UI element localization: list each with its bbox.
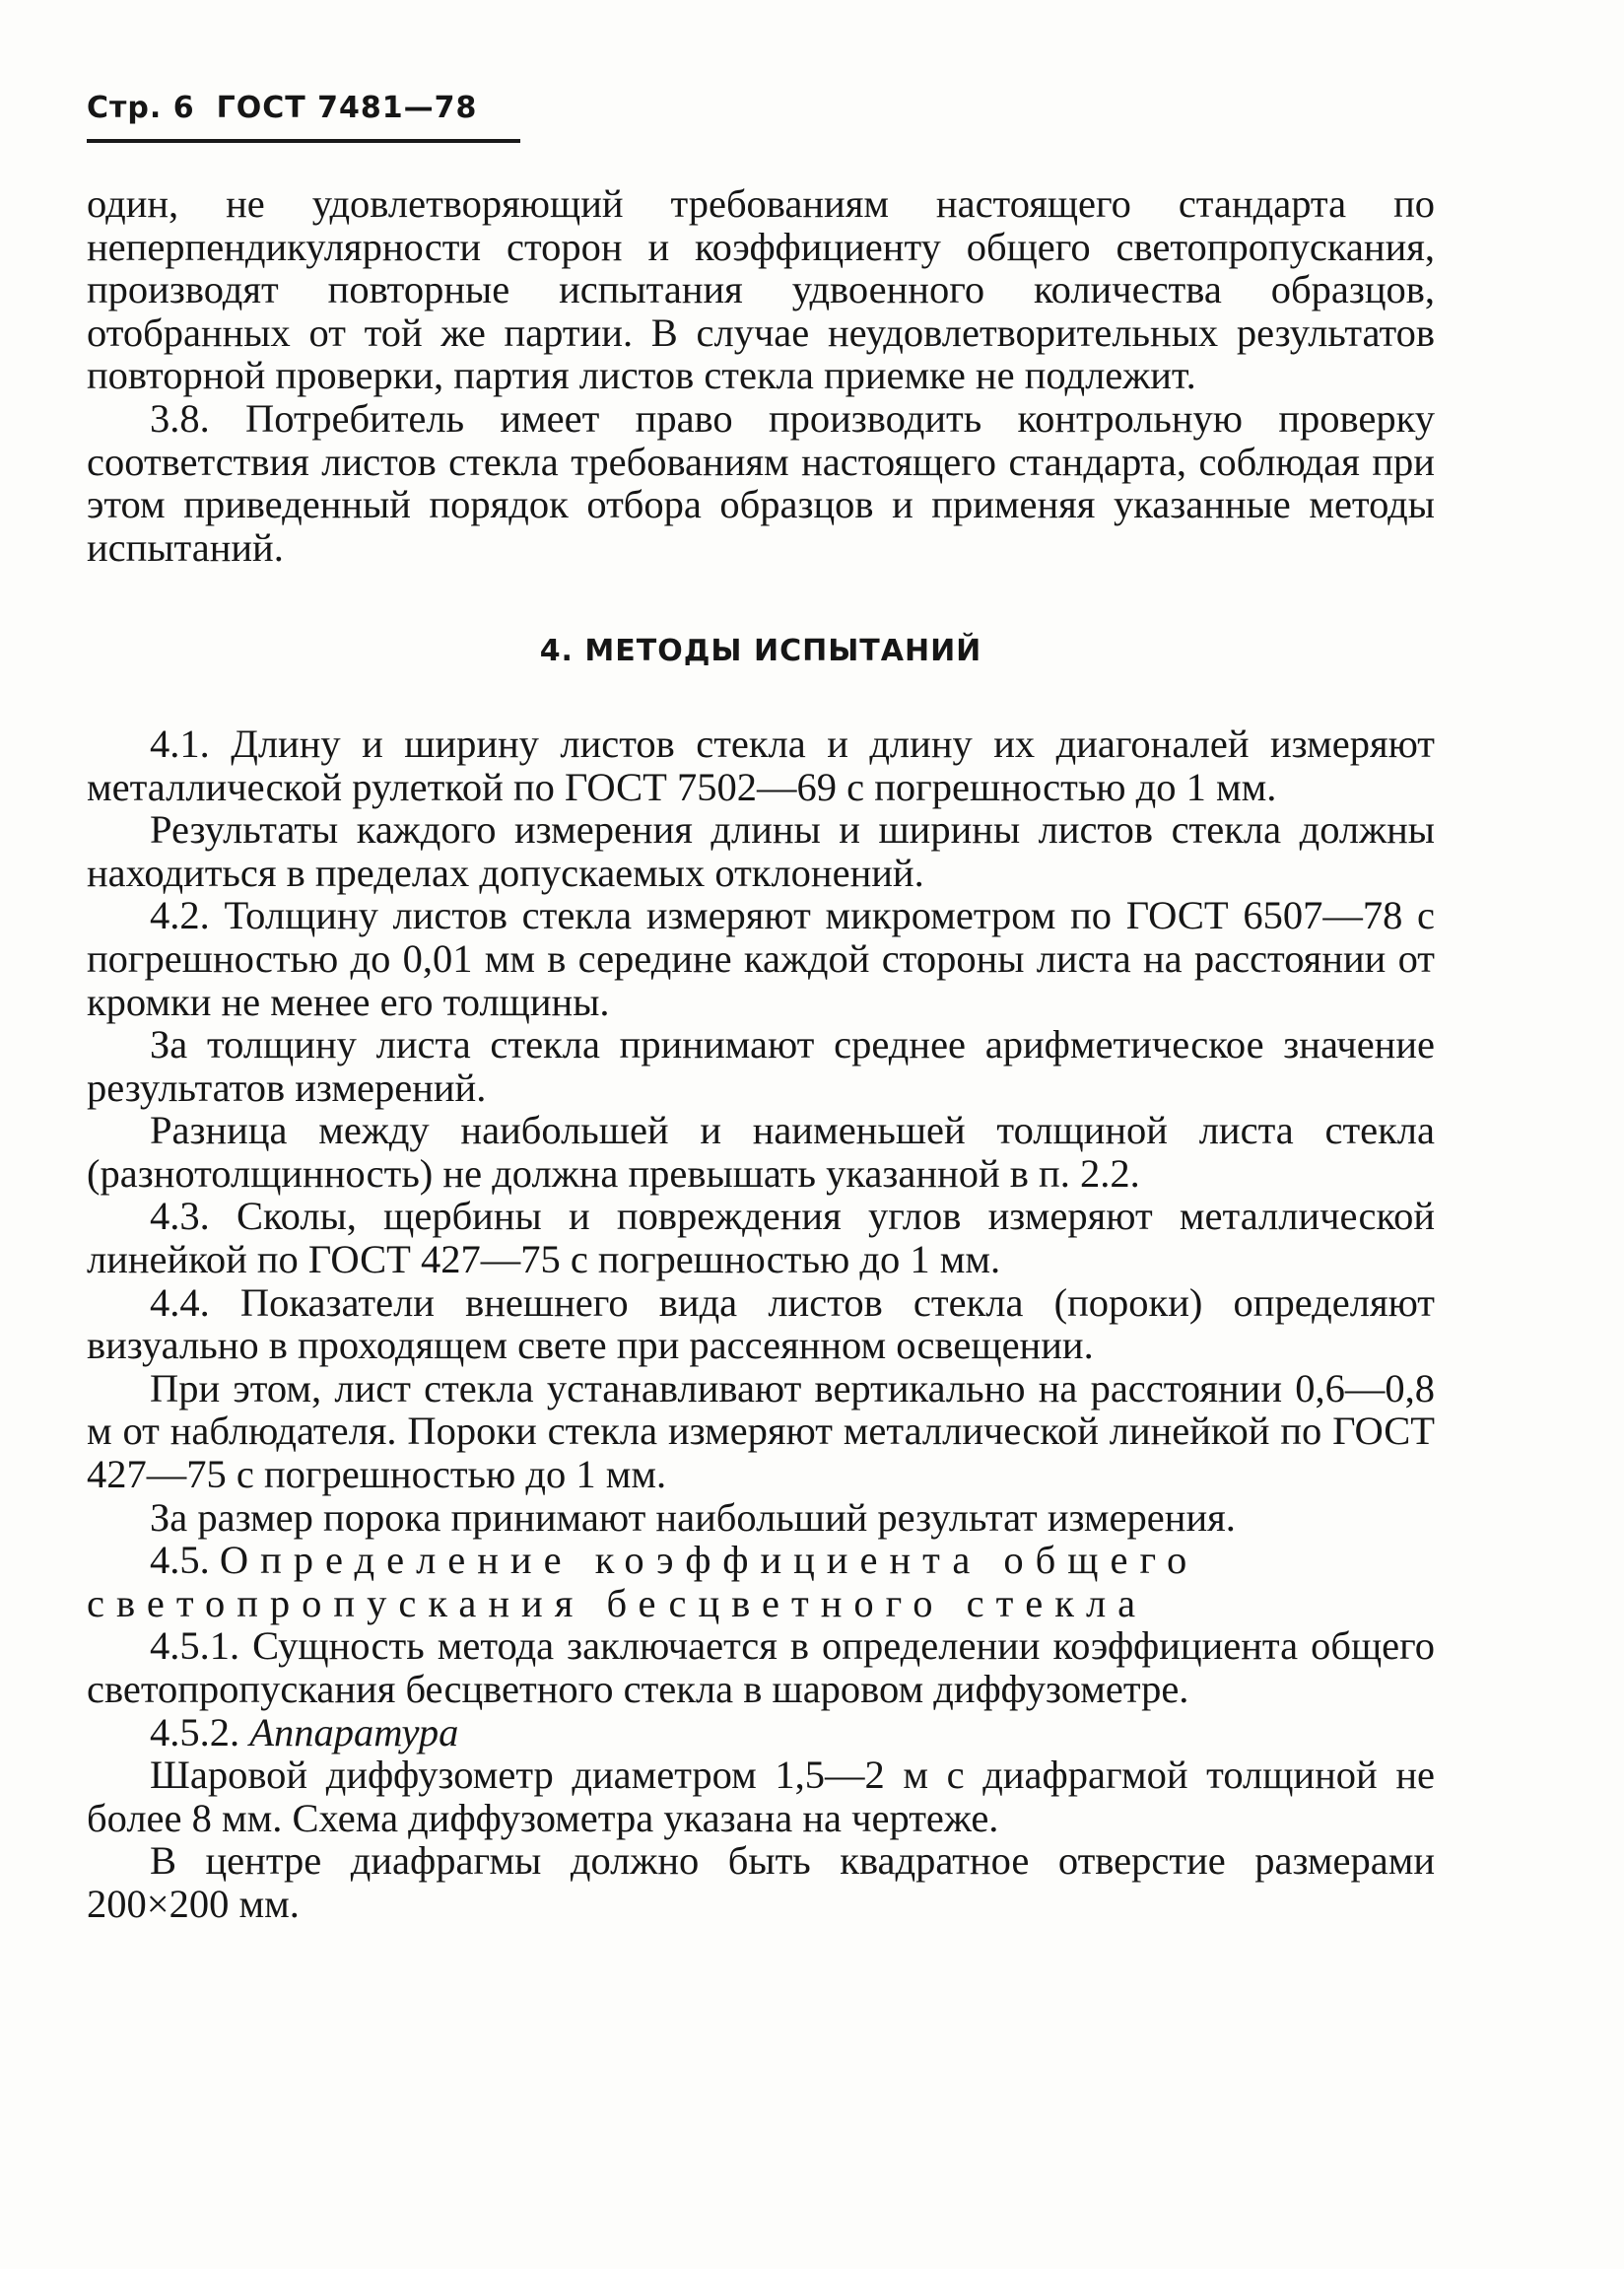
subsection-4-5-number: 4.5.	[150, 1538, 210, 1583]
paragraph-4-1-results: Результаты каждого измерения длины и ширины листов стекла должны находиться в пределах допускаемых отклонений.	[87, 807, 1435, 895]
page-body	[87, 182, 1435, 1926]
subsection-4-5-title: Определение коэффициента общего светопропускания бесцветного стекла	[87, 1538, 1199, 1625]
paragraph-4-2-difference: Разница между наибольшей и наименьшей толщиной листа стекла (разнотолщинность) не должна превышать указанной в п. 2.2.	[87, 1108, 1435, 1196]
paragraph-4-1: 4.1. Длину и ширину листов стекла и длину их диагоналей измеряют металлической рулеткой по ГОСТ 7502—69 с погрешностью до 1 мм.	[87, 721, 1435, 809]
paragraph-4-3: 4.3. Сколы, щербины и повреждения углов измеряют металлической линейкой по ГОСТ 427—75 с погрешностью до 1 мм.	[87, 1194, 1435, 1282]
paragraph-4-4-size: За размер порока принимают наибольший результат измерения.	[150, 1494, 1236, 1540]
standard-number: ГОСТ 7481—78	[216, 91, 478, 125]
paragraph-aperture: В центре диафрагмы должно быть квадратное отверстие размерами 200×200 мм.	[87, 1838, 1435, 1926]
subsection-4-5-heading	[87, 1539, 1435, 1624]
subsection-4-5-2-title: Аппаратура	[249, 1709, 459, 1754]
paragraph-4-2-average: За толщину листа стекла принимают среднее арифметическое значение результатов измерений.	[87, 1022, 1435, 1110]
section-heading: 4. МЕТОДЫ ИСПЫТАНИЙ	[539, 634, 982, 669]
paragraph-4-4-placement: При этом, лист стекла устанавливают вертикально на расстоянии 0,6—0,8 м от наблюдателя. Пороки стекла измеряют металлической линейкой по ГОСТ 427—75 с погрешностью до 1 мм.	[87, 1365, 1435, 1497]
subsection-4-5-2-number: 4.5.2.	[150, 1709, 240, 1754]
paragraph-continuation: один, не удовлетворяющий требованиям настоящего стандарта по неперпендикулярности сторон и коэффициенту общего светопропускания, производят повторные испытания удвоенного количества образцов, отобранных от той же партии. В случае неудовлетворительных результатов повторной проверки, партия листов стекла приемке не подлежит.	[87, 181, 1435, 398]
page-header	[87, 91, 520, 143]
paragraph-4-4: 4.4. Показатели внешнего вида листов стекла (пороки) определяют визуально в проходящем свете при рассеянном освещении.	[87, 1279, 1435, 1368]
paragraph-3-8: 3.8. Потребитель имеет право производить контрольную проверку соответствия листов стекла требованиям настоящего стандарта, соблюдая при этом приведенный порядок отбора образцов и применяя указанные методы испытаний.	[87, 395, 1435, 570]
paragraph-4-2: 4.2. Толщину листов стекла измеряют микрометром по ГОСТ 6507—78 с погрешностью до 0,01 мм в середине каждой стороны листа на расстоянии от кромки не менее его толщины.	[87, 893, 1435, 1024]
subsection-4-5-2-heading	[87, 1711, 1435, 1754]
page-number: Стр. 6	[87, 91, 195, 125]
paragraph-apparatus: Шаровой диффузометр диаметром 1,5—2 м с диафрагмой толщиной не более 8 мм. Схема диффузометра указана на чертеже.	[87, 1753, 1435, 1840]
paragraph-4-5-1: 4.5.1. Сущность метода заключается в определении коэффициента общего светопропускания бесцветного стекла в шаровом диффузометре.	[87, 1623, 1435, 1711]
